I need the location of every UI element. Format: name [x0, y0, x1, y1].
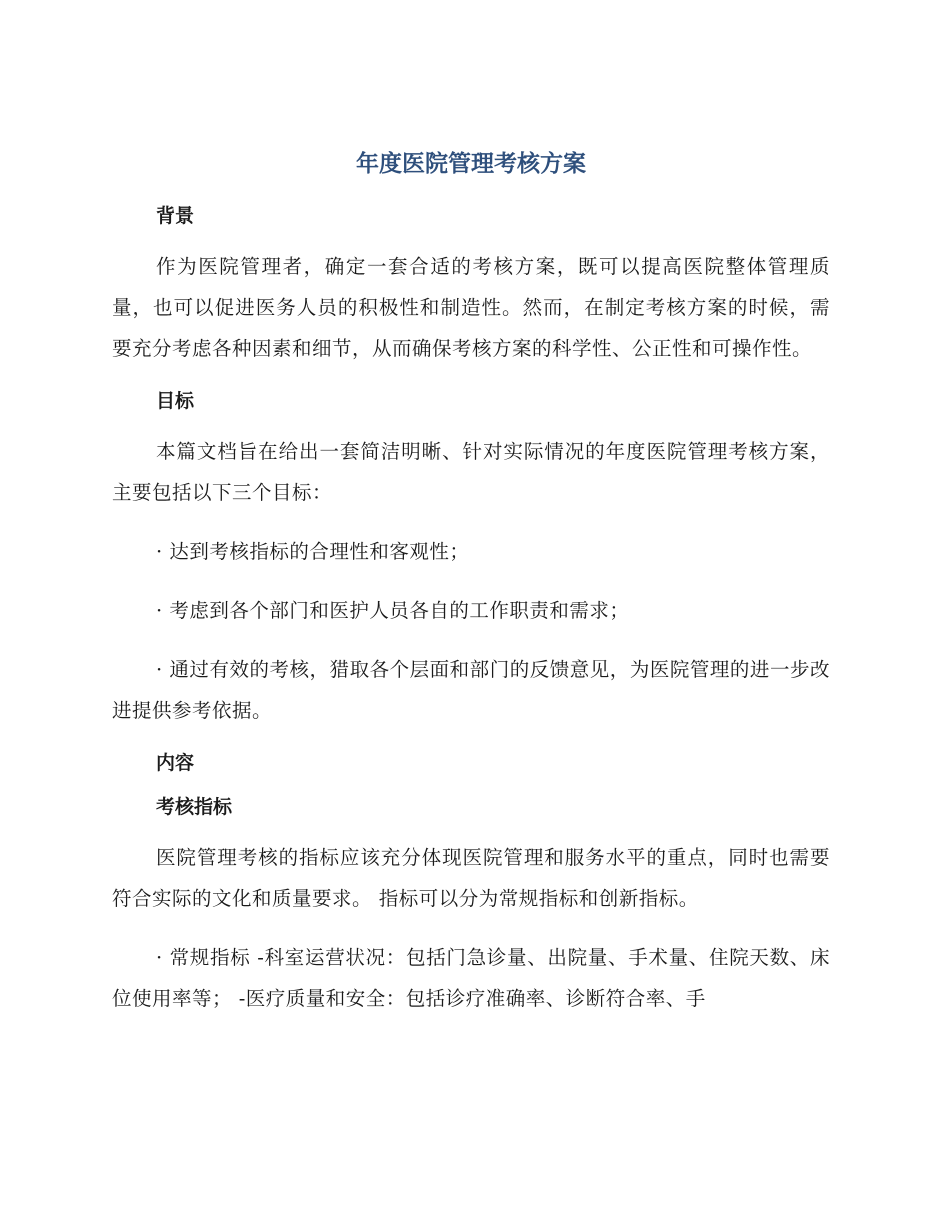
document-title: 年度医院管理考核方案: [356, 151, 586, 177]
section-heading-goal: 目标: [156, 390, 195, 412]
paragraph-background: 作为医院管理者，确定一套合适的考核方案，既可以提高医院整体管理质量，也可以促进医务人员的积极性和制造性。然而，在制定考核方案的时候，需要充分考虑各种因素和细节，从而确保考核方案的科学性、公正性和可操作性。: [112, 255, 830, 360]
section-heading-content: 内容: [156, 752, 195, 774]
section-heading-background: 背景: [156, 205, 195, 227]
paragraph-goal: 本篇文档旨在给出一套简洁明晰、针对实际情况的年度医院管理考核方案，主要包括以下三个目标：: [112, 440, 830, 504]
document-page: [112, 140, 830, 1019]
paragraph-indicators: 医院管理考核的指标应该充分体现医院管理和服务水平的重点，同时也需要符合实际的文化和质量要求。 指标可以分为常规指标和创新指标。: [112, 846, 830, 910]
goal-list-item: · 达到考核指标的合理性和客观性；: [156, 540, 470, 563]
goal-list-item: · 通过有效的考核，猎取各个层面和部门的反馈意见，为医院管理的进一步改进提供参考依据。: [112, 658, 830, 722]
indicator-list-item: · 常规指标 -科室运营状况：包括门急诊量、出院量、手术量、住院天数、床位使用率等； -医疗质量和安全：包括诊疗准确率、诊断符合率、手: [112, 946, 830, 1010]
section-heading-indicators: 考核指标: [156, 796, 233, 818]
goal-list-item: · 考虑到各个部门和医护人员各自的工作职责和需求；: [156, 599, 630, 622]
